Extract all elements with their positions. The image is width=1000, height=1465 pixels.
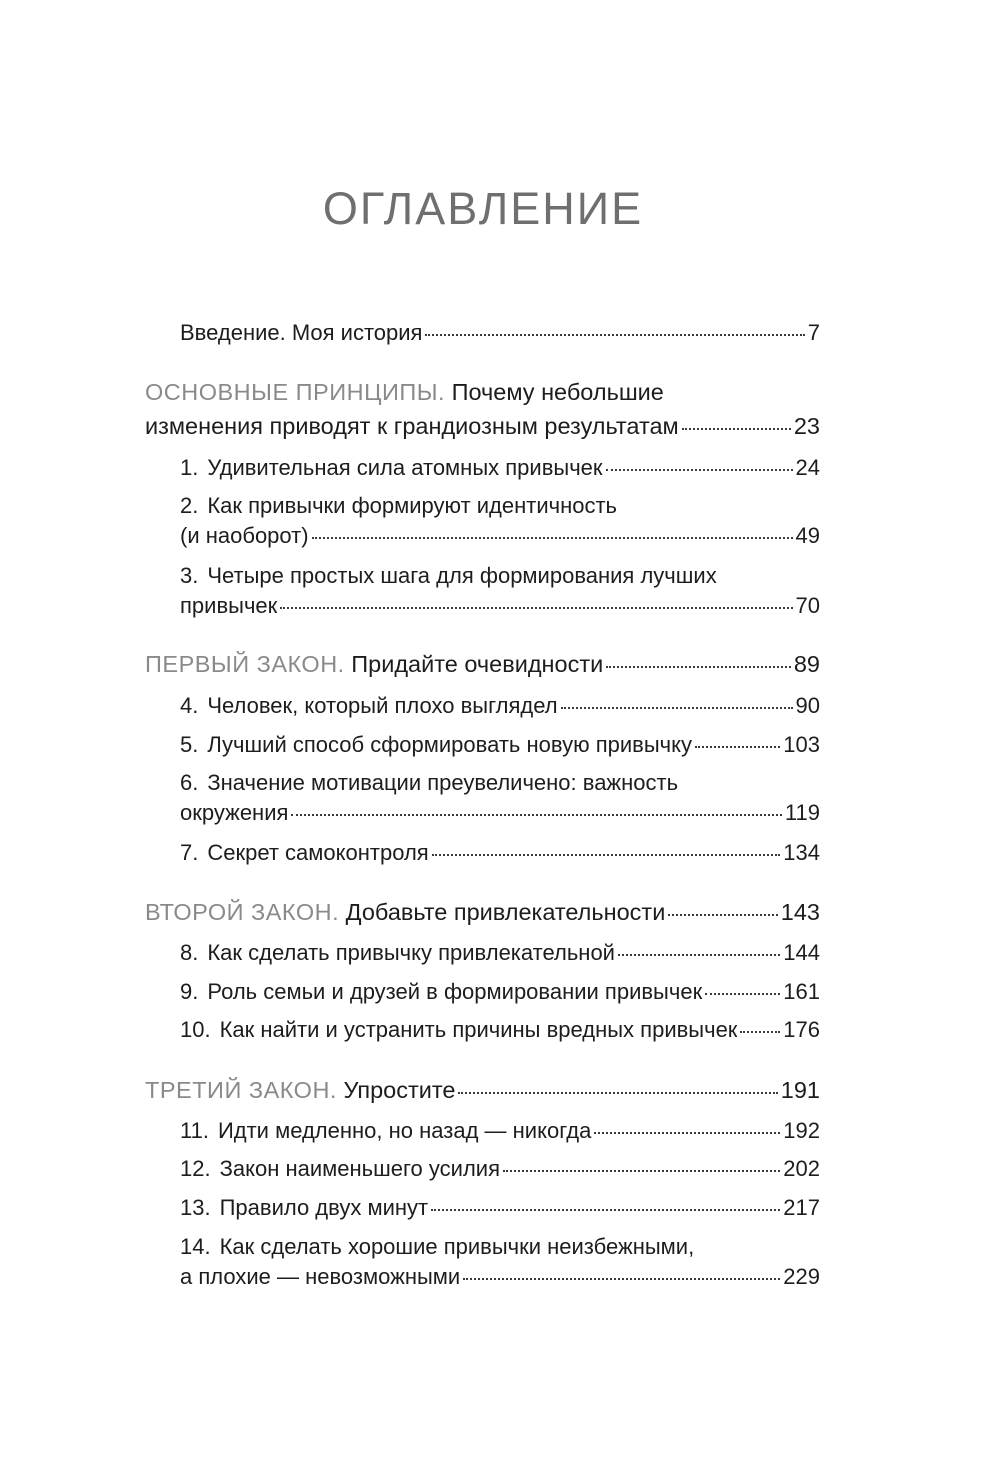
chapter-title: Идти медленно, но назад — никогда <box>217 1118 592 1143</box>
entry-label: Введение. Моя история <box>180 320 423 345</box>
entry-page: 7 <box>807 320 820 345</box>
toc-entry-chapter-6-cont[interactable] <box>180 798 820 828</box>
dot-leader <box>432 854 781 856</box>
dot-leader <box>705 993 780 995</box>
toc-entry-chapter-2[interactable] <box>180 491 820 521</box>
entry-page: 229 <box>783 1264 820 1289</box>
entry-page: 24 <box>795 455 820 480</box>
dot-leader <box>618 954 780 956</box>
entry-page: 202 <box>783 1156 820 1181</box>
dot-leader <box>606 666 791 668</box>
part-heading-second-law[interactable] <box>145 897 820 927</box>
dot-leader <box>594 1132 780 1134</box>
chapter-title: Четыре простых шага для формирования лучших <box>207 563 717 588</box>
chapter-number: 12. <box>180 1156 211 1181</box>
part-title: ОСНОВНЫЕ ПРИНЦИПЫ. <box>145 379 446 405</box>
entry-page: 192 <box>783 1118 820 1143</box>
part-heading-basics[interactable] <box>145 377 820 407</box>
entry-page: 143 <box>780 899 820 925</box>
chapter-title: Роль семьи и друзей в формировании привычек <box>207 979 703 1004</box>
entry-page: 119 <box>784 800 820 825</box>
toc-entry-chapter-3-cont[interactable] <box>180 591 820 621</box>
entry-page: 191 <box>780 1077 820 1103</box>
part-title: ПЕРВЫЙ ЗАКОН. <box>145 651 345 677</box>
chapter-title: Человек, который плохо выглядел <box>207 693 558 718</box>
toc-entry-chapter-9[interactable] <box>180 977 820 1007</box>
entry-page: 103 <box>783 732 820 757</box>
chapter-number: 8. <box>180 940 199 965</box>
dot-leader <box>561 707 793 709</box>
entry-page: 144 <box>783 940 820 965</box>
chapter-number: 13. <box>180 1195 211 1220</box>
entry-page: 90 <box>795 693 820 718</box>
chapter-number: 5. <box>180 732 199 757</box>
page-title: ОГЛАВЛЕНИЕ <box>322 183 644 234</box>
entry-page: 134 <box>783 840 820 865</box>
chapter-number: 11. <box>180 1118 209 1143</box>
part-heading-third-law[interactable] <box>145 1075 820 1105</box>
dot-leader <box>740 1031 780 1033</box>
chapter-title-cont: а плохие — невозможными <box>180 1264 461 1289</box>
toc-entry-chapter-3[interactable] <box>180 561 820 591</box>
part-title: ВТОРОЙ ЗАКОН. <box>145 899 340 925</box>
chapter-number: 1. <box>180 455 199 480</box>
chapter-title: Как сделать хорошие привычки неизбежными, <box>219 1234 695 1259</box>
dot-leader <box>503 1170 780 1172</box>
toc-entry-chapter-5[interactable] <box>180 730 820 760</box>
chapter-number: 2. <box>180 493 199 518</box>
chapter-number: 4. <box>180 693 199 718</box>
part-subtitle: Добавьте привлекательности <box>345 899 666 925</box>
dot-leader <box>280 607 792 609</box>
toc-entry-chapter-11[interactable] <box>180 1116 820 1146</box>
chapter-title: Как привычки формируют идентичность <box>207 493 618 518</box>
chapter-number: 7. <box>180 840 199 865</box>
toc-entry-intro[interactable] <box>180 318 820 348</box>
entry-page: 89 <box>793 651 820 677</box>
toc-entry-chapter-2-cont[interactable] <box>180 521 820 551</box>
entry-page: 49 <box>795 523 820 548</box>
dot-leader <box>312 537 793 539</box>
chapter-title-cont: привычек <box>180 593 278 618</box>
toc-entry-chapter-14-cont[interactable] <box>180 1262 820 1292</box>
chapter-number: 14. <box>180 1234 211 1259</box>
chapter-title: Лучший способ сформировать новую привычку <box>207 732 692 757</box>
toc-entry-chapter-4[interactable] <box>180 691 820 721</box>
toc-entry-chapter-13[interactable] <box>180 1193 820 1223</box>
toc-entry-chapter-1[interactable] <box>180 453 820 483</box>
chapter-title: Как сделать привычку привлекательной <box>207 940 615 965</box>
part-heading-first-law[interactable] <box>145 649 820 679</box>
chapter-title: Значение мотивации преувеличено: важность <box>207 770 679 795</box>
part-subtitle: Почему небольшие <box>451 379 664 405</box>
toc-entry-chapter-14[interactable] <box>180 1232 820 1262</box>
chapter-number: 10. <box>180 1017 211 1042</box>
dot-leader <box>431 1209 780 1211</box>
entry-page: 176 <box>783 1017 820 1042</box>
chapter-title-cont: (и наоборот) <box>180 523 309 548</box>
dot-leader <box>291 814 782 816</box>
chapter-number: 9. <box>180 979 199 1004</box>
chapter-title: Секрет самоконтроля <box>207 840 429 865</box>
dot-leader <box>425 334 804 336</box>
part-subtitle: Придайте очевидности <box>351 651 604 677</box>
toc-entry-chapter-8[interactable] <box>180 938 820 968</box>
entry-page: 70 <box>795 593 820 618</box>
dot-leader <box>463 1278 780 1280</box>
toc-entry-chapter-10[interactable] <box>180 1015 820 1045</box>
toc-entry-chapter-7[interactable] <box>180 838 820 868</box>
dot-leader <box>668 914 777 916</box>
entry-page: 161 <box>783 979 820 1004</box>
chapter-title: Удивительная сила атомных привычек <box>207 455 603 480</box>
toc-entry-chapter-12[interactable] <box>180 1154 820 1184</box>
entry-page: 23 <box>793 413 820 439</box>
chapter-title-cont: окружения <box>180 800 289 825</box>
part-title: ТРЕТИЙ ЗАКОН. <box>145 1077 337 1103</box>
chapter-title: Правило двух минут <box>219 1195 429 1220</box>
dot-leader <box>695 746 780 748</box>
dot-leader <box>606 469 793 471</box>
part-subtitle: Упростите <box>343 1077 456 1103</box>
chapter-title: Закон наименьшего усилия <box>219 1156 500 1181</box>
dot-leader <box>458 1092 777 1094</box>
part-subtitle-cont: изменения приводят к грандиозным результатам <box>145 413 679 439</box>
chapter-title: Как найти и устранить причины вредных привычек <box>219 1017 738 1042</box>
toc-entry-chapter-6[interactable] <box>180 768 820 798</box>
entry-page: 217 <box>783 1195 820 1220</box>
chapter-number: 3. <box>180 563 199 588</box>
chapter-number: 6. <box>180 770 199 795</box>
dot-leader <box>682 428 791 430</box>
part-heading-basics-cont[interactable] <box>145 411 820 441</box>
